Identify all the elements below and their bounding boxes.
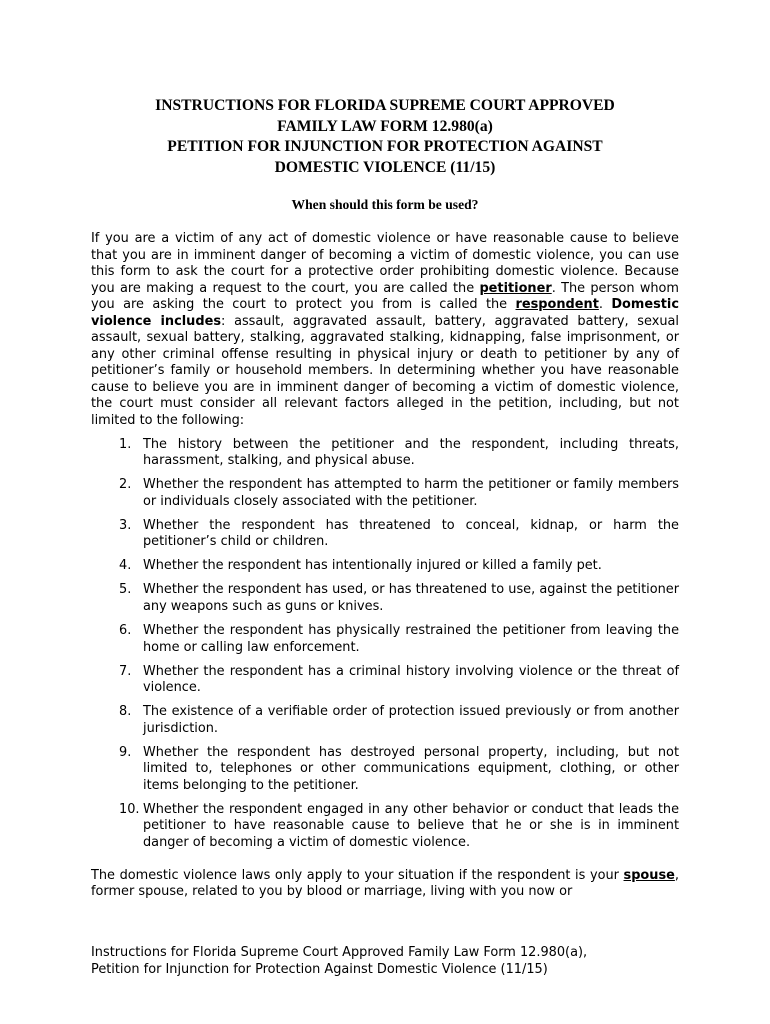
- list-item: [91, 518, 679, 551]
- page-footer: [91, 945, 691, 978]
- list-item-number: 1.: [119, 436, 132, 452]
- list-item: [91, 704, 679, 737]
- list-item: [91, 802, 679, 852]
- title-line-2: FAMILY LAW FORM 12.980(a): [277, 117, 493, 135]
- document-title: [91, 96, 679, 178]
- spouse-term: spouse: [623, 867, 675, 883]
- list-item-number: 4.: [119, 558, 132, 574]
- list-item: [91, 745, 679, 795]
- footer-line-1: Instructions for Florida Supreme Court Approved Family Law Form 12.980(a),: [91, 945, 588, 960]
- intro-paragraph: [91, 231, 679, 430]
- dv-includes-term: Domestic violence includes: [91, 297, 679, 329]
- list-item-text: Whether the respondent has physically restrained the petitioner from leaving the home or calling law enforcement.: [143, 622, 679, 655]
- list-item-text: Whether the respondent has destroyed personal property, including, but not limited to, telephones or other communications equipment, clothing, or other items belonging to the petitioner.: [143, 744, 679, 793]
- intro-text-4: : assault, aggravated assault, battery, aggravated battery, sexual assault, sexual battery, stalking, aggravated stalking, kidnapping, false imprisonment, or any other criminal offense resulting in physical injury or death to petitioner by any of petitioner’s family or household members. In determining whether you have reasonable cause to believe you are in imminent danger of becoming a victim of domestic violence, the court must consider all relevant factors alleged in the petition, including, but not limited to the following:: [91, 313, 679, 429]
- list-item-text: The existence of a verifiable order of protection issued previously or from another jurisdiction.: [143, 704, 679, 736]
- list-item: [91, 664, 679, 697]
- list-item: [91, 437, 679, 470]
- list-item: [91, 582, 679, 615]
- list-item-number: 2.: [119, 477, 132, 493]
- list-item-number: 9.: [119, 744, 132, 760]
- list-item-number: 6.: [119, 622, 132, 638]
- list-item: [91, 477, 679, 510]
- title-line-1: INSTRUCTIONS FOR FLORIDA SUPREME COURT APPROVED: [155, 97, 615, 114]
- list-item: [91, 623, 679, 656]
- list-item: [91, 558, 679, 575]
- footer-line-2: Petition for Injunction for Protection Against Domestic Violence (11/15): [91, 961, 548, 977]
- intro-text-1: If you are a victim of any act of domestic violence or have reasonable cause to believe that you are in imminent danger of becoming a victim of domestic violence, you can use this form to ask the court for a protective order prohibiting domestic violence. Because you are making a request to the court, you are called the: [91, 231, 679, 296]
- list-item-number: 7.: [119, 663, 132, 679]
- intro-text-2: . The person whom you are asking the court to protect you from is called the: [91, 280, 679, 313]
- factors-list: [91, 437, 679, 852]
- closing-text-2: , former spouse, related to you by blood or marriage, living with you now or: [91, 867, 679, 900]
- list-item-text: Whether the respondent has attempted to harm the petitioner or family members or individuals closely associated with the petitioner.: [143, 477, 679, 509]
- list-item-text: Whether the respondent has used, or has threatened to use, against the petitioner any weapons such as guns or knives.: [143, 582, 679, 614]
- list-item-text: Whether the respondent has a criminal history involving violence or the threat of violence.: [143, 663, 679, 696]
- list-item-number: 10.: [119, 801, 140, 817]
- section-heading: When should this form be used?: [291, 197, 479, 212]
- list-item-number: 8.: [119, 704, 132, 720]
- title-line-3: PETITION FOR INJUNCTION FOR PROTECTION AGAINST: [167, 138, 603, 155]
- list-item-number: 5.: [119, 582, 132, 598]
- closing-paragraph: [91, 868, 679, 901]
- petitioner-term: petitioner: [479, 280, 552, 296]
- title-line-4: DOMESTIC VIOLENCE (11/15): [274, 158, 496, 176]
- document-page: [91, 0, 679, 901]
- list-item-text: The history between the petitioner and the respondent, including threats, harassment, stalking, and physical abuse.: [143, 436, 679, 469]
- list-item-text: Whether the respondent has threatened to conceal, kidnap, or harm the petitioner’s child or children.: [143, 517, 679, 550]
- intro-text-3: .: [598, 297, 612, 313]
- list-item-number: 3.: [119, 517, 132, 533]
- list-item-text: Whether the respondent engaged in any other behavior or conduct that leads the petitioner to have reasonable cause to believe that he or she is in imminent danger of becoming a victim of domestic violence.: [143, 801, 679, 850]
- list-item-text: Whether the respondent has intentionally injured or killed a family pet.: [143, 558, 602, 574]
- respondent-term: respondent: [515, 297, 599, 313]
- closing-text-1: The domestic violence laws only apply to your situation if the respondent is your: [91, 867, 624, 883]
